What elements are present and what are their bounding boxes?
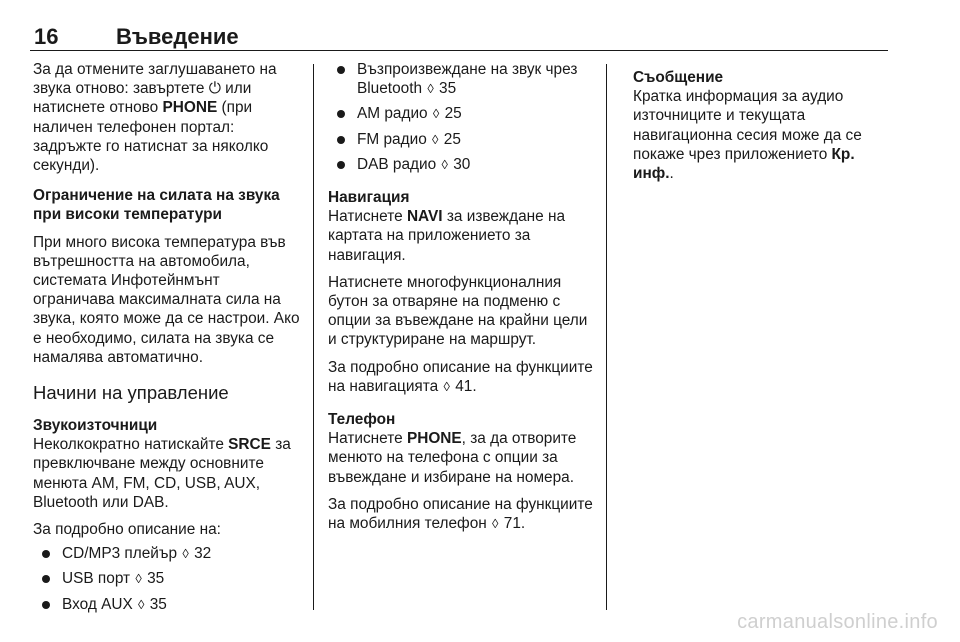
source-list-1	[33, 544, 305, 614]
page-header	[30, 24, 888, 50]
page-reference[interactable]: 41	[455, 377, 473, 395]
reference-arrow-icon: ◊	[492, 516, 499, 532]
page-reference[interactable]: 30	[453, 155, 471, 173]
bullet-icon	[42, 550, 50, 558]
nav-heading: Навигация	[328, 189, 410, 207]
reference-arrow-icon: ◊	[138, 596, 145, 612]
message-text: Кратка информация за аудио източниците и текущата навигационна сесия може да се покаже чрез приложението Кр. инф..	[633, 88, 862, 183]
section-heading: Начини на управление	[33, 382, 229, 404]
list-item: AM радио ◊ 25	[328, 104, 600, 123]
sources-text: Неколкократно натискайте SRCE за превключване между основните менюта AM, FM, CD, USB, AUX, Bluetooth или DAB.	[33, 436, 291, 511]
bullet-icon	[337, 110, 345, 118]
limit-heading: Ограничение на силата на звука при високи температури	[33, 187, 280, 224]
column-divider	[313, 64, 314, 610]
mute-paragraph: За да отмените заглушаването на звука отново: завъртете ⏻ или натиснете отново PHONE (при наличен телефонен портал: задръжте го натиснат за няколко секунди).	[33, 61, 277, 175]
page-reference[interactable]: 25	[444, 105, 462, 123]
chapter-title: Въведение	[116, 24, 239, 49]
page-reference[interactable]: 25	[443, 130, 461, 148]
phone-detail-text: За подробно описание на функциите на мобилния телефон ◊ 71.	[328, 495, 593, 533]
bullet-icon	[337, 66, 345, 74]
navi-key: NAVI	[406, 208, 443, 226]
header-rule	[30, 50, 888, 51]
phone-heading: Телефон	[328, 411, 396, 429]
reference-arrow-icon: ◊	[432, 131, 439, 147]
phone-text: Натиснете PHONE, за да отворите менюто на телефона с опции за въвеждане и избиране на номера.	[328, 430, 577, 486]
page-number: 16	[34, 24, 59, 49]
bullet-icon	[42, 575, 50, 583]
page-reference[interactable]: 71	[503, 515, 521, 533]
bullet-icon	[42, 601, 50, 609]
column-3	[633, 60, 895, 191]
list-item: USB порт ◊ 35	[33, 569, 305, 588]
source-list-2	[328, 60, 600, 174]
column-divider	[606, 64, 607, 610]
nav-detail-text: За подробно описание на функциите на навигацията ◊ 41.	[328, 358, 593, 395]
reference-arrow-icon: ◊	[135, 571, 142, 587]
sources-heading: Звукоизточници	[33, 417, 158, 435]
app-name: Кр. инф.	[633, 145, 855, 183]
column-1	[33, 60, 305, 620]
list-item: Възпроизвеждане на звук чрез Bluetooth ◊ 35	[328, 60, 600, 98]
page-reference[interactable]: 35	[147, 570, 165, 588]
list-item: CD/MP3 плейър ◊ 32	[33, 544, 305, 563]
watermark: carmanualsonline.info	[737, 611, 938, 633]
page-reference[interactable]: 35	[149, 595, 167, 613]
bullet-icon	[337, 136, 345, 144]
list-item: Вход AUX ◊ 35	[33, 595, 305, 614]
reference-arrow-icon: ◊	[443, 378, 450, 394]
reference-arrow-icon: ◊	[182, 546, 189, 562]
phone-key: PHONE	[162, 99, 218, 117]
bullet-icon	[337, 161, 345, 169]
message-heading: Съобщение	[633, 69, 724, 86]
detail-intro: За подробно описание на:	[33, 521, 221, 539]
reference-arrow-icon: ◊	[427, 81, 434, 97]
reference-arrow-icon: ◊	[432, 106, 440, 122]
list-item: FM радио ◊ 25	[328, 130, 600, 149]
reference-arrow-icon: ◊	[441, 156, 448, 172]
page-reference[interactable]: 32	[194, 545, 212, 563]
page-reference[interactable]: 35	[439, 80, 457, 98]
srce-key: SRCE	[228, 436, 271, 454]
list-item: DAB радио ◊ 30	[328, 155, 600, 174]
column-2	[328, 60, 600, 541]
nav-multifunction-text: Натиснете многофункционалния бутон за отваряне на подменю с опции за въвеждане на крайни цели и структуриране на маршрут.	[328, 273, 588, 349]
phone-key: PHONE	[406, 430, 462, 448]
power-icon: ⏻	[208, 80, 221, 98]
limit-text: При много висока температура във вътрешността на автомобила, системата Инфотейнмънт ограничава максималната сила на звука, която може да се настрои. Ако е необходимо, силата на звука се намалява автоматично.	[33, 233, 300, 366]
nav-text: Натиснете NAVI за извеждане на картата на приложението за навигация.	[328, 208, 566, 264]
